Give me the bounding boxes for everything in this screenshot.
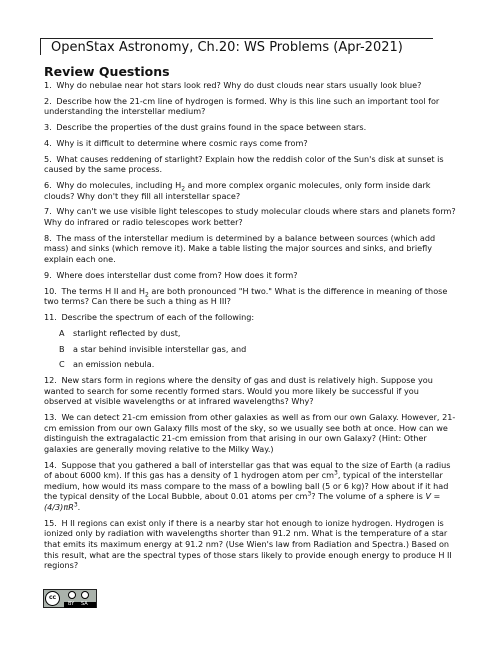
document-body [44,65,458,576]
cc-license-badge [43,589,97,608]
license-label-strip: BY SA [64,602,96,608]
question-4: 4. Why is it difficult to determine where cosmic rays come from? [44,137,308,148]
question-11-item-b: B a star behind invisible interstellar gas, and [59,343,247,354]
question-5: 5. What causes reddening of starlight? Explain how the reddish color of the Sun's disk at sunset is caused by the same process. [44,153,444,175]
question-9: 9. Where does interstellar dust come from? How does it form? [44,269,298,280]
question-15: 15. H II regions can exist only if there is a nearby star hot enough to ionize hydrogen. Hydrogen is ionized only by radiation with wavelengths shorter than 91.2 nm. What is the temperature of a star that emits its maximum energy at 91.2 nm? (Use Wien's law from Radiation and Spectra.) Based on this result, what are the spectral types of those stars likely to provide enough energy to produce H II regions? [44,517,452,571]
question-2: 2. Describe how the 21-cm line of hydrogen is formed. Why is this line such an important tool for understanding the interstellar medium? [44,95,440,117]
question-13: 13. We can detect 21-cm emission from other galaxies as well as from our own Galaxy. However, 21-cm emission from our own Galaxy fills most of the sky, so we usually see both at once. How can we distinguish the extragalactic 21-cm emission from that arising in our own Galaxy? (Hint: Other galaxies are generally moving relative to the Milky Way.) [44,412,456,454]
question-8: 8. The mass of the interstellar medium is determined by a balance between sources (which add mass) and sinks (which remove it). Make a table listing the major sources and sinks, and briefly explain each one. [44,232,436,265]
question-1: 1. Why do nebulae near hot stars look red? Why do dust clouds near stars usually look blue? [44,80,422,90]
cc-attribution-icons [64,590,96,607]
section-heading: Review Questions [44,64,170,79]
question-14: 14. Suppose that you gathered a ball of interstellar gas that was equal to the size of Earth (a radius of about 6000 km). If this gas has a density of 1 hydrogen atom per $cm^3$, typical of the interstellar medium, how would its mass compare to the mass of a bowling ball (5 or 6 kg)? How about if it had the typical density of the Local Bubble, about 0.01 atoms per $cm^3$? The volume of a sphere is $V = (4/3)\pi R^3$. [44,459,451,512]
cc-icon: cc [45,591,60,606]
share-alike-icon [81,591,89,599]
question-7: 7. Why can't we use visible light telescopes to study molecular clouds where stars and planets form? Why do infrared or radio telescopes work better? [44,206,456,228]
question-12: 12. New stars form in regions where the density of gas and dust is relatively high. Suppose you wanted to search for some recently formed stars. Would you more likely be successful if you observed at visible wavelengths or at infrared wavelengths? Why? [44,375,433,407]
question-3: 3. Describe the properties of the dust grains found in the space between stars. [44,122,367,133]
page-title: OpenStax Astronomy, Ch.20: WS Problems (Apr-2021) [40,38,433,55]
person-icon [68,591,76,599]
question-11-item-c: C an emission nebula. [59,359,155,370]
question-11-item-a: A starlight reflected by dust, [59,327,181,338]
question-11: 11. Describe the spectrum of each of the following: [44,311,255,322]
question-6: 6. Why do molecules, including $H_2$ and more complex organic molecules, only form inside dark clouds? Why don't they fill all interstellar space? [44,180,431,201]
question-10: 10. The terms H II and $H_2$ are both pronounced "H two." What is the difference in meaning of those two terms? Can there be such a thing as H III? [44,285,448,307]
